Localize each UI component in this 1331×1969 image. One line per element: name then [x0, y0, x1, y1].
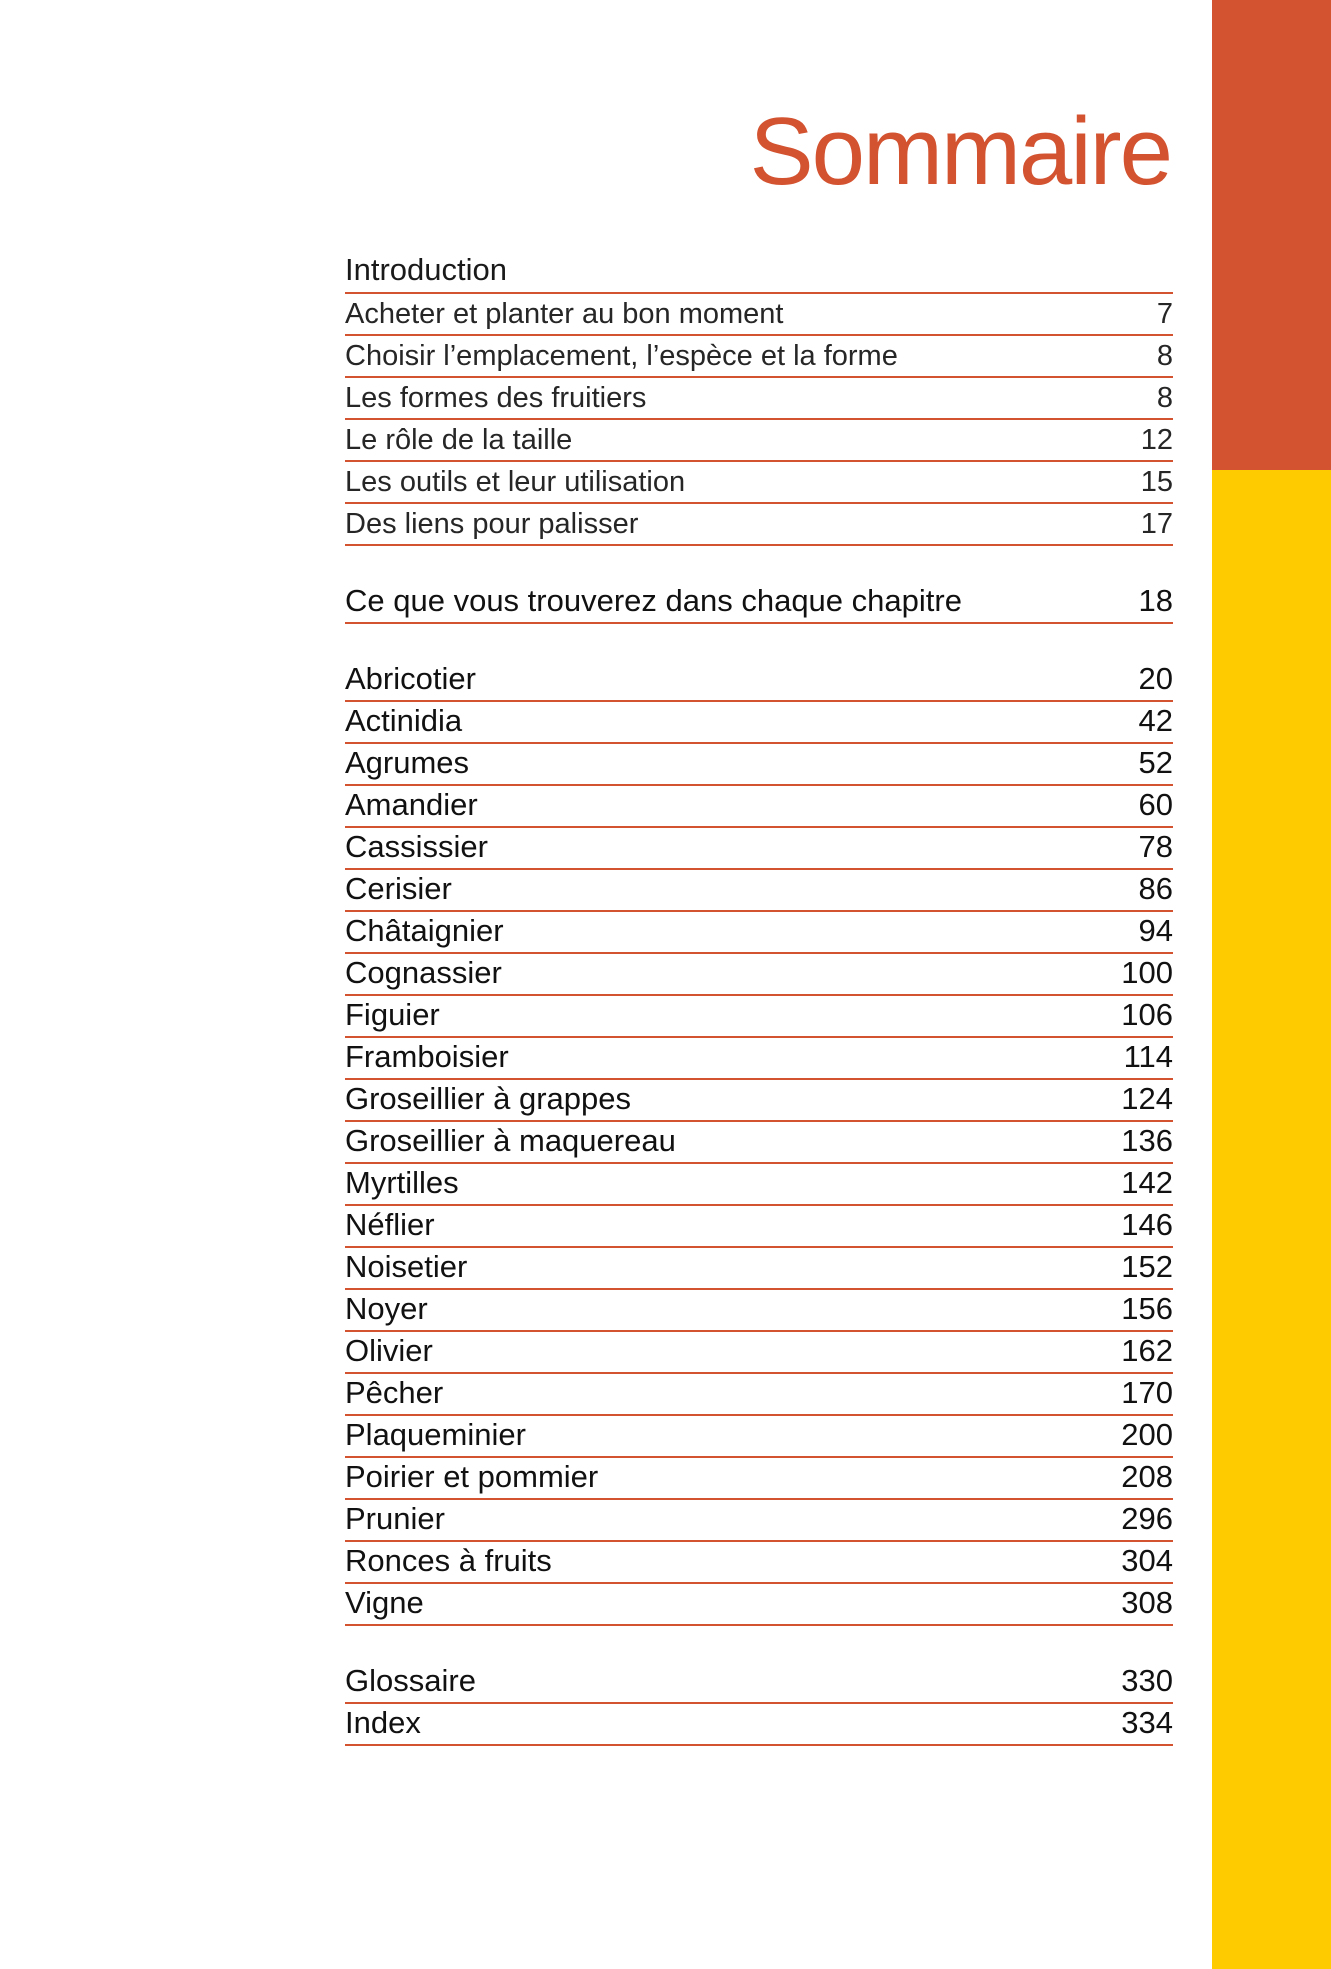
toc-entry-page: 106: [1121, 997, 1173, 1032]
toc-entry[interactable]: [345, 1164, 1173, 1206]
toc-entry-label: Framboisier: [345, 1039, 509, 1074]
toc-entry-page: 308: [1121, 1585, 1173, 1620]
toc-entry-label: Cerisier: [345, 871, 452, 906]
toc-entry[interactable]: [345, 294, 1173, 336]
toc-entry[interactable]: [345, 1080, 1173, 1122]
toc-entry-page: 86: [1138, 871, 1173, 906]
intro-heading: Introduction: [345, 248, 1173, 294]
toc-entry-label: Néflier: [345, 1207, 435, 1242]
toc-entry-page: 152: [1121, 1249, 1173, 1284]
toc-entry-label: Amandier: [345, 787, 478, 822]
toc-entry[interactable]: [345, 1374, 1173, 1416]
toc-entry[interactable]: [345, 1660, 1173, 1704]
toc-entry[interactable]: [345, 336, 1173, 378]
toc-entry-label: Glossaire: [345, 1663, 476, 1698]
toc-entry[interactable]: [345, 1038, 1173, 1080]
toc-entry[interactable]: [345, 1704, 1173, 1746]
toc-entry[interactable]: [345, 786, 1173, 828]
toc-entry-label: Abricotier: [345, 661, 476, 696]
toc-entry-page: 94: [1138, 913, 1173, 948]
toc-entry-label: Cassissier: [345, 829, 488, 864]
toc-entry-label: Ronces à fruits: [345, 1543, 552, 1578]
toc-entry-page: 162: [1121, 1333, 1173, 1368]
toc-entry-page: 170: [1121, 1375, 1173, 1410]
toc-entry[interactable]: [345, 1206, 1173, 1248]
back-matter-list: [345, 1660, 1173, 1746]
toc-entry-label: Noyer: [345, 1291, 428, 1326]
toc-entry-page: 142: [1121, 1165, 1173, 1200]
toc-entry-page: 12: [1140, 424, 1173, 456]
toc-entry-page: 334: [1121, 1705, 1173, 1740]
fruits-section: [345, 658, 1173, 1626]
page-title: Sommaire: [749, 98, 1171, 205]
toc-entry-page: 304: [1121, 1543, 1173, 1578]
toc-entry[interactable]: [345, 378, 1173, 420]
toc-entry[interactable]: [345, 744, 1173, 786]
toc-entry-label: Plaqueminier: [345, 1417, 526, 1452]
toc-entry-page: 146: [1121, 1207, 1173, 1242]
toc-entry-label: Choisir l’emplacement, l’espèce et la forme: [345, 340, 898, 372]
toc-entry[interactable]: [345, 462, 1173, 504]
toc-entry[interactable]: [345, 702, 1173, 744]
toc-entry[interactable]: [345, 1122, 1173, 1164]
table-of-contents: [345, 248, 1173, 1780]
toc-entry[interactable]: [345, 1332, 1173, 1374]
toc-entry-page: 7: [1156, 298, 1173, 330]
toc-entry-page: 114: [1123, 1039, 1173, 1074]
toc-entry-label: Vigne: [345, 1585, 424, 1620]
toc-entry[interactable]: [345, 828, 1173, 870]
toc-entry-page: 60: [1138, 787, 1173, 822]
toc-entry-page: 52: [1138, 745, 1173, 780]
toc-entry[interactable]: [345, 996, 1173, 1038]
toc-entry-label: Index: [345, 1705, 421, 1740]
toc-entry-page: 124: [1121, 1081, 1173, 1116]
toc-entry-page: 20: [1138, 661, 1173, 696]
toc-entry-label: Les outils et leur utilisation: [345, 466, 686, 498]
toc-entry-page: 136: [1121, 1123, 1173, 1158]
intro-section: [345, 248, 1173, 546]
toc-entry-label: Acheter et planter au bon moment: [345, 298, 784, 330]
toc-entry-page: 100: [1121, 955, 1173, 990]
toc-entry-page: 18: [1138, 583, 1173, 618]
toc-entry[interactable]: [345, 912, 1173, 954]
toc-entry-page: 200: [1121, 1417, 1173, 1452]
toc-entry-page: 15: [1140, 466, 1173, 498]
toc-entry-label: Ce que vous trouverez dans chaque chapitre: [345, 583, 962, 618]
toc-entry[interactable]: [345, 870, 1173, 912]
toc-entry[interactable]: [345, 1584, 1173, 1626]
toc-entry-page: 78: [1138, 829, 1173, 864]
toc-entry[interactable]: [345, 420, 1173, 462]
toc-entry-label: Groseillier à grappes: [345, 1081, 632, 1116]
toc-entry-label: Prunier: [345, 1501, 445, 1536]
toc-entry-label: Les formes des fruitiers: [345, 382, 647, 414]
toc-entry[interactable]: [345, 1542, 1173, 1584]
toc-entry[interactable]: [345, 1500, 1173, 1542]
toc-entry-label: Châtaignier: [345, 913, 504, 948]
toc-entry-label: Noisetier: [345, 1249, 468, 1284]
fruits-list: [345, 658, 1173, 1626]
toc-entry[interactable]: [345, 1290, 1173, 1332]
toc-entry-page: 156: [1121, 1291, 1173, 1326]
toc-entry-page: 330: [1121, 1663, 1173, 1698]
toc-entry-page: 8: [1156, 340, 1173, 372]
toc-entry-page: 296: [1121, 1501, 1173, 1536]
toc-entry-label: Groseillier à maquereau: [345, 1123, 676, 1158]
side-band-orange: [1212, 0, 1331, 470]
intro-list: [345, 294, 1173, 546]
toc-entry-page: 17: [1140, 508, 1173, 540]
toc-entry[interactable]: [345, 658, 1173, 702]
toc-entry[interactable]: [345, 1416, 1173, 1458]
toc-entry-label: Myrtilles: [345, 1165, 459, 1200]
toc-entry[interactable]: [345, 954, 1173, 996]
toc-entry[interactable]: [345, 1458, 1173, 1500]
toc-entry-page: 8: [1156, 382, 1173, 414]
toc-entry-chapter-note[interactable]: [345, 580, 1173, 624]
toc-entry-label: Olivier: [345, 1333, 433, 1368]
toc-entry-label: Poirier et pommier: [345, 1459, 599, 1494]
toc-entry-label: Cognassier: [345, 955, 502, 990]
toc-entry-label: Pêcher: [345, 1375, 444, 1410]
chapter-note-section: [345, 580, 1173, 624]
side-band-yellow: [1212, 470, 1331, 1969]
back-matter-section: [345, 1660, 1173, 1746]
toc-entry-label: Le rôle de la taille: [345, 424, 573, 456]
toc-entry-label: Agrumes: [345, 745, 470, 780]
toc-entry-page: 42: [1138, 703, 1173, 738]
toc-entry-label: Figuier: [345, 997, 440, 1032]
toc-entry[interactable]: [345, 504, 1173, 546]
toc-entry-page: 208: [1121, 1459, 1173, 1494]
toc-entry[interactable]: [345, 1248, 1173, 1290]
toc-entry-label: Des liens pour palisser: [345, 508, 639, 540]
toc-entry-label: Actinidia: [345, 703, 463, 738]
